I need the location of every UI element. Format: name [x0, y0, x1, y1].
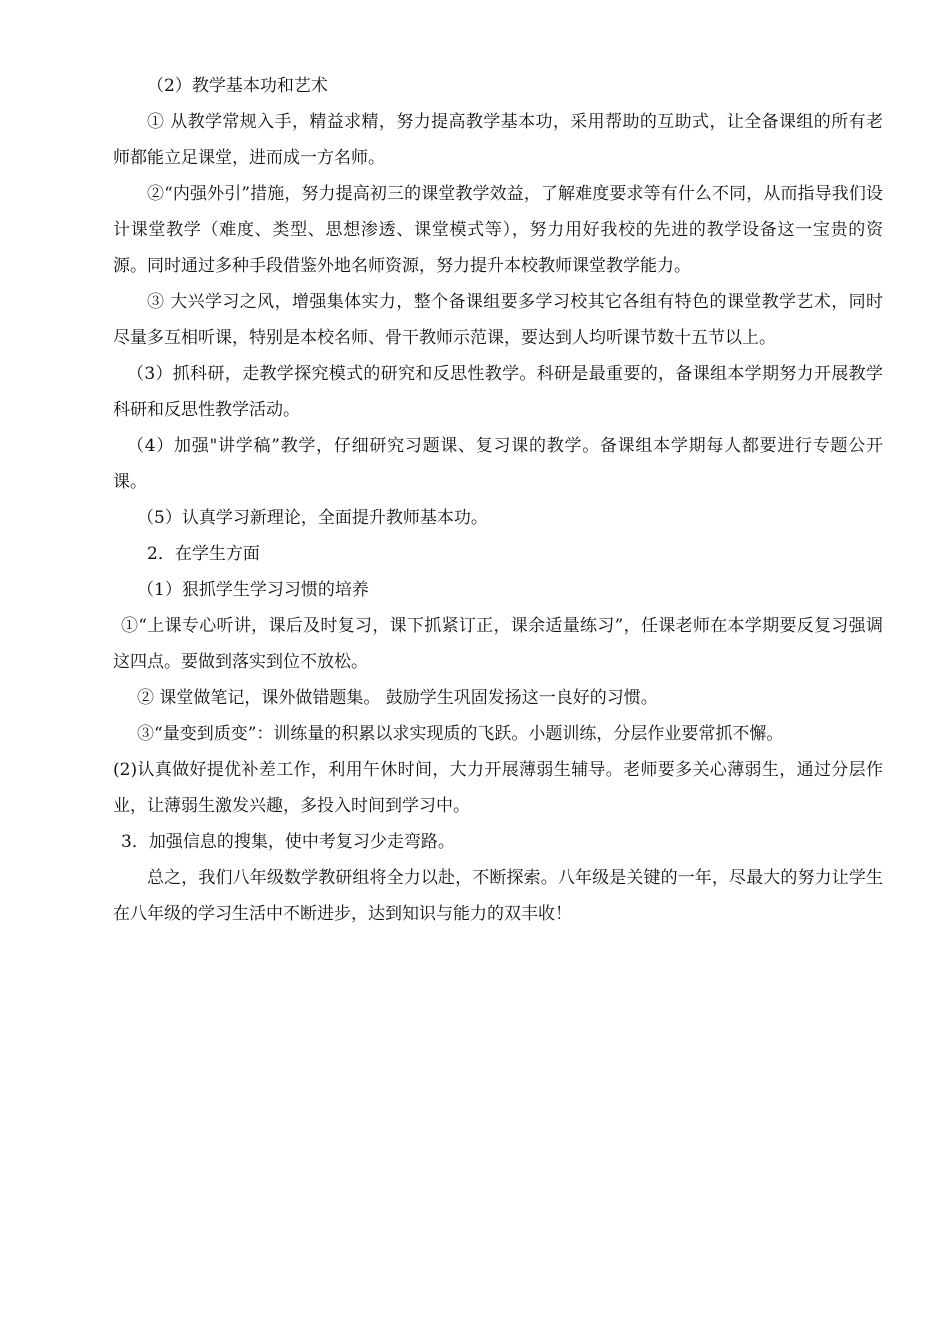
paragraph-item-3: ③ 大兴学习之风，增强集体实力，整个备课组要多学习校其它各组有特色的课堂教学艺术，同时尽量多互相听课，特别是本校名师、骨干教师示范课，要达到人均听课节数十五节以上。	[113, 292, 883, 348]
paragraph-heading-teaching-skills: （2）教学基本功和艺术	[147, 76, 328, 96]
paragraph-habit-1: ①“上课专心听讲，课后及时复习，课下抓紧订正，课余适量练习”，任课老师在本学期要反复习强调这四点。要做到落实到位不放松。	[113, 616, 883, 672]
paragraph-habit-3: ③“量变到质变”：训练量的积累以求实现质的飞跃。小题训练，分层作业要常抓不懈。	[137, 724, 784, 744]
paragraph-habit-2: ② 课堂做笔记，课外做错题集。 鼓励学生巩固发扬这一良好的习惯。	[137, 688, 658, 708]
heading-student-aspect: 2．在学生方面	[147, 544, 260, 564]
paragraph-item-2: ②“内强外引”措施，努力提高初三的课堂教学效益，了解难度要求等有什么不同，从而指导我们设计课堂教学（难度、类型、思想渗透、课堂模式等），努力用好我校的先进的教学设备这一宝贵的资源。同时通过多种手段借鉴外地名师资源，努力提升本校教师课堂教学能力。	[113, 184, 883, 276]
paragraph-research: （3）抓科研，走教学探究模式的研究和反思性教学。科研是最重要的，备课组本学期努力开展教学科研和反思性教学活动。	[113, 364, 883, 420]
paragraph-tutoring: (2)认真做好提优补差工作，利用午休时间，大力开展薄弱生辅导。老师要多关心薄弱生，通过分层作业，让薄弱生激发兴趣，多投入时间到学习中。	[113, 760, 883, 816]
paragraph-new-theory: （5）认真学习新理论，全面提升教师基本功。	[137, 508, 488, 528]
heading-information-gathering: 3．加强信息的搜集，使中考复习少走弯路。	[121, 832, 455, 852]
paragraph-lecture-notes: （4）加强"讲学稿”教学，仔细研究习题课、复习课的教学。备课组本学期每人都要进行专题公开课。	[113, 436, 883, 492]
paragraph-conclusion: 总之，我们八年级数学教研组将全力以赴，不断探索。八年级是关键的一年，尽最大的努力让学生在八年级的学习生活中不断进步，达到知识与能力的双丰收！	[113, 868, 883, 924]
paragraph-study-habits: （1）狠抓学生学习习惯的培养	[137, 580, 369, 600]
document-body	[113, 68, 883, 932]
paragraph-item-1: ① 从教学常规入手，精益求精，努力提高教学基本功，采用帮助的互助式，让全备课组的所有老师都能立足课堂，进而成一方名师。	[113, 112, 883, 168]
